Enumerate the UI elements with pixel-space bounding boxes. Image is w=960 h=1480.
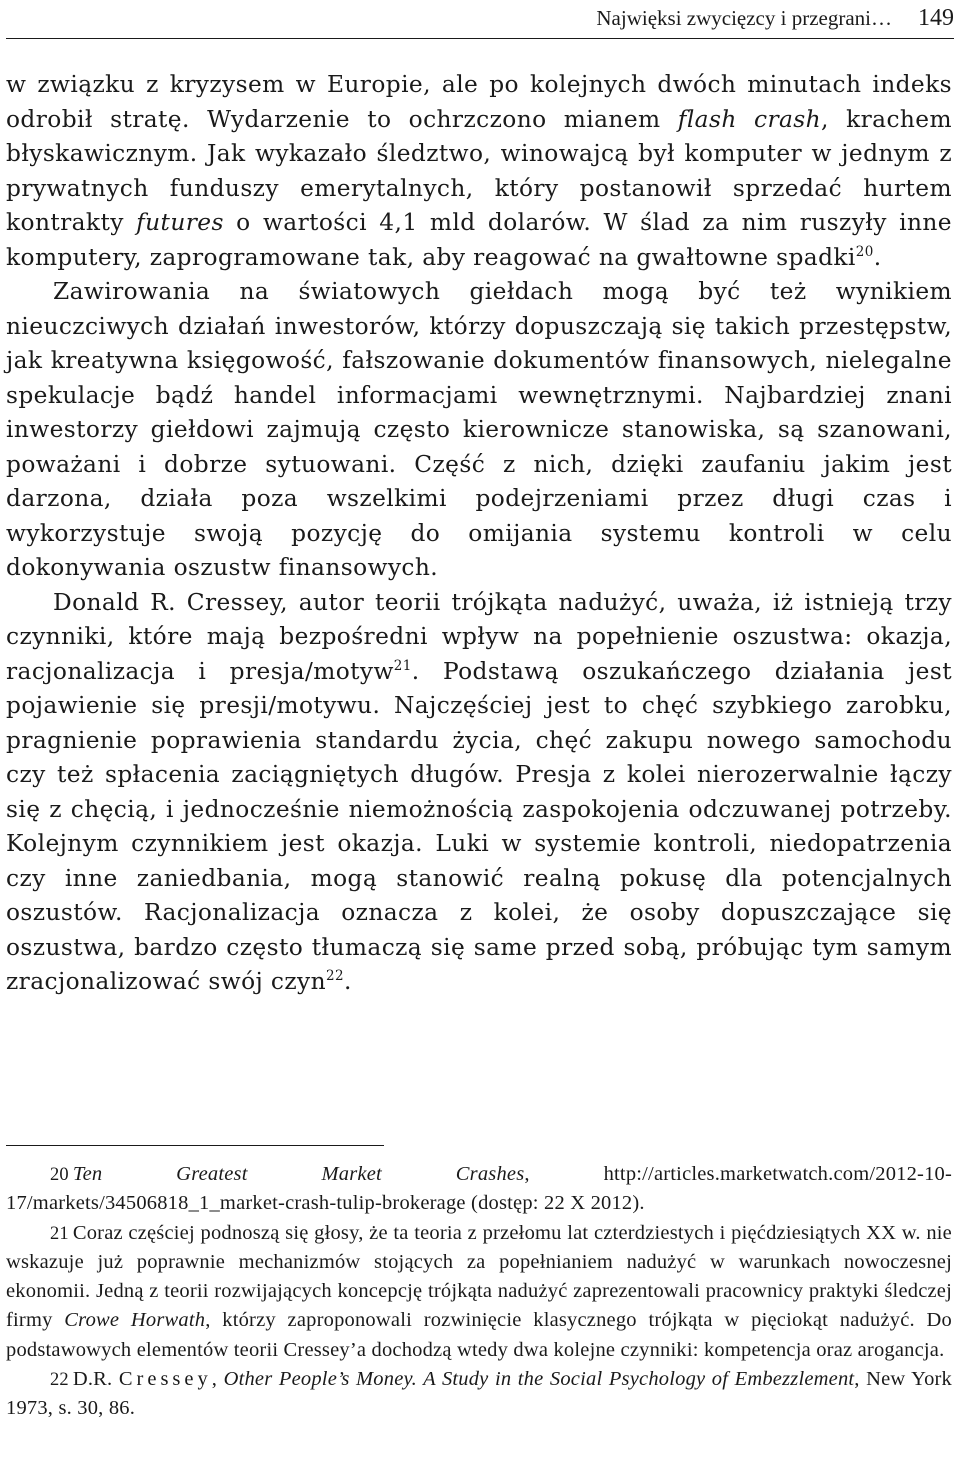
page-number: 149 [918,5,954,31]
footnote-22-text-a: D.R. [72,1368,119,1391]
footnote-ref-22: 22 [326,968,344,985]
footnote-22-author: Cressey [118,1368,212,1391]
term-flash-crash: flash crash [677,105,822,133]
paragraph-3-text-c: . [344,968,352,995]
footnote-20-text: , http://articles.marketwatch.com/2012-10-17/markets/34506818_1_market-crash-tulip-brokerage (dostęp: 22 X 2012). [6,1163,952,1215]
paragraph-1-text-b: , krachem błyskawicznym. Jak wykazało śledztwo, winowajcą był komputer w jednym z prywatnych funduszy emerytalnych, który postanowił sprzedać hurtem kontrakty [6,105,952,236]
footnote-21 [6,1219,952,1365]
footnote-22-text-c: , New York 1973, s. 30, 86. [6,1368,953,1420]
paragraph-1-text-d: . [873,243,882,271]
footnote-22 [6,1365,952,1424]
footnote-number: 20 [50,1164,69,1184]
running-head [6,4,954,32]
paragraph-1-text-c: o wartości 4,1 mld dolarów. W ślad za nim ruszyły inne komputery, zaprogramowane tak, aby reagować na gwałtowne spadki [6,209,952,271]
running-head-title: Najwięksi zwycięzcy i przegrani… [596,6,892,30]
footnote-22-text-b: , [211,1368,224,1391]
footnote-20 [6,1160,952,1219]
footnote-21-text-a: Coraz częściej podnoszą się głosy, że ta teoria z przełomu lat czterdziestych i pięćdziesiątych XX w. nie wskazuje już poprawnie mechanizmów stojących za popełnianiem nadużyć w warunkach nowoczesnej ekonomii. Jedną z teorii rozwijających koncepcję trójkąta nadużyć zaprezentowali pracownicy praktyki śledczej firmy [6,1221,952,1332]
footnote-22-title: Other People’s Money. A Study in the Social Psychology of Embezzlement [223,1368,855,1391]
header-rule [6,38,954,39]
footnote-ref-21: 21 [393,657,412,674]
footnotes [6,1160,952,1424]
footnote-number: 21 [50,1222,69,1243]
footnote-20-title: Ten Greatest Market Crashes [72,1163,525,1185]
main-text [6,68,952,1000]
footnote-ref-20: 20 [855,243,874,260]
paragraph-3-text-b: . Podstawą oszukańczego działania jest pojawienie się presji/motywu. Najczęściej jest to chęć szybkiego zarobku, pragnienie poprawienia standardu życia, chęć zakupu nowego samochodu czy też spłacenia zaciągniętych długów. Presja z kolei nierozerwalnie łączy się z chęcią, i jednocześnie niemożnością zaspokojenia odczuwanej potrzeby. Kolejnym czynnikiem jest okazja. Luki w systemie kontroli, niedopatrzenia czy inne zaniedbania, mogą stanowić realną pokusę dla potencjalnych oszustów. Racjonalizacja oznacza z kolei, że osoby dopuszczające się oszustwa, bardzo często tłumaczą się same przed sobą, próbując tym samym zracjonalizować swój czyn [6,657,952,995]
footnote-number: 22 [50,1369,69,1390]
term-futures: futures [136,209,224,236]
paragraph-1 [6,68,952,275]
paragraph-2: Zawirowania na światowych giełdach mogą być też wynikiem nieuczciwych działań inwestorów, którzy dopuszczają się takich przestępstw, jak kreatywna księgowość, fałszowanie dokumentów finansowych, nielegalne spekulacje bądź handel informacjami wewnętrznymi. Najbardziej znani inwestorzy giełdowi zajmują często kierownicze stanowiska, są szanowani, poważani i dobrze sytuowani. Część z nich, dzięki zaufaniu jakim jest darzona, działa poza wszelkimi podejrzeniami przez długi czas i wykorzystuje swoją pozycję do omijania systemu kontroli w celu dokonywania oszustw finansowych. [6,278,952,581]
footnote-21-company: Crowe Horwath [64,1309,206,1332]
paragraph-3-text-a: Donald R. Cressey, autor teorii trójkąta nadużyć, uważa, iż istnieją trzy czynniki, które mają bezpośredni wpływ na popełnienie oszustwa: okazja, racjonalizacja i presja/motyw [6,588,952,685]
paragraph-1-text-a: w związku z kryzysem w Europie, ale po kolejnych dwóch minutach indeks odrobił stratę. Wydarzenie to ochrzczono mianem [6,71,952,133]
paragraph-3 [6,586,952,1000]
footnote-separator [6,1145,384,1146]
footnote-21-text-b: , którzy zaproponowali rozwinięcie klasycznego trójkąta w pięciokąt nadużyć. Do podstawowych elementów teorii Cressey’a dochodzą wtedy dwa kolejne czynniki: kompetencja oraz arogancja. [6,1309,952,1361]
